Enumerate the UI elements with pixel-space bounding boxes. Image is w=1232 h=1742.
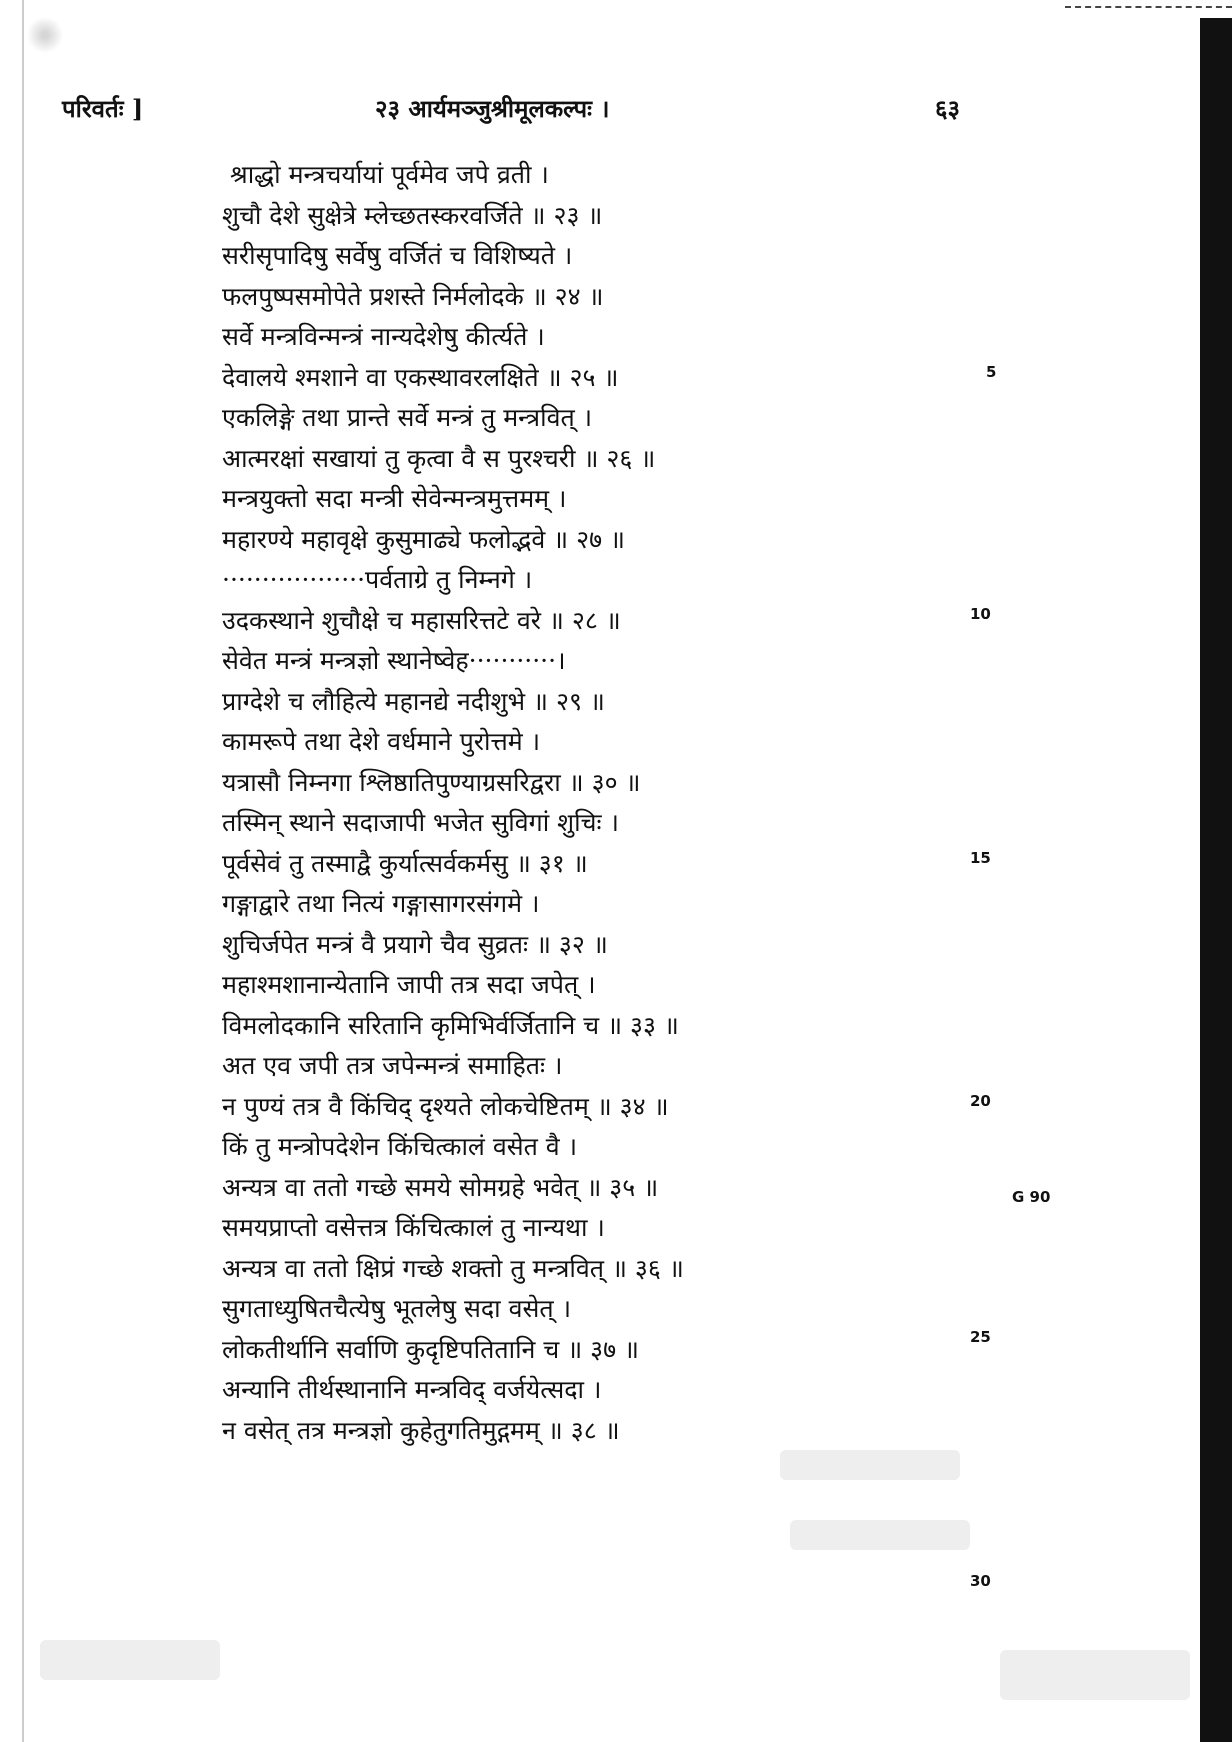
verse-line: प्राग्देशे च लौहित्ये महानद्ये नदीशुभे ॥ २९ ॥ (222, 686, 605, 716)
header-title: २३ आर्यमञ्जुश्रीमूलकल्पः । (375, 94, 610, 123)
verse-line: श्राद्धो मन्त्रचर्यायां पूर्वमेव जपे व्रती । (230, 160, 549, 189)
verse-line: पूर्वसेवं तु तस्माद्वै कुर्यात्सर्वकर्मसु ॥ ३१ ॥ (222, 848, 588, 878)
verse-line: शुचौ देशे सुक्षेत्रे म्लेच्छतस्करवर्जिते ॥ २३ ॥ (222, 200, 603, 230)
verse-line: फलपुष्पसमोपेते प्रशस्ते निर्मलोदके ॥ २४ ॥ (222, 281, 604, 311)
page-header (0, 92, 1232, 132)
scan-binding-shadow (1200, 18, 1232, 1742)
verse-line: सर्वे मन्त्रविन्मन्त्रं नान्यदेशेषु कीर्त्यते । (222, 322, 545, 351)
verse-line: तस्मिन् स्थाने सदाजापी भजेत सुविगां शुचिः । (222, 808, 619, 837)
verse-line: अन्यत्र वा ततो गच्छे समये सोमग्रहे भवेत् ॥ ३५ ॥ (222, 1172, 659, 1202)
verse-line: अन्यानि तीर्थस्थानानि मन्त्रविद् वर्जयेत्सदा । (222, 1375, 602, 1404)
verse-list (222, 155, 982, 1451)
line-number-marker: 20 (970, 1092, 991, 1110)
verse-line: विमलोदकानि सरितानि कृमिभिर्वर्जितानि च ॥ ३३ ॥ (222, 1010, 679, 1040)
line-number-marker: 15 (970, 849, 991, 867)
verse-line: देवालये श्मशाने वा एकस्थावरलक्षिते ॥ २५ ॥ (222, 362, 619, 392)
verse-line: अन्यत्र वा ततो क्षिप्रं गच्छे शक्तो तु मन्त्रवित् ॥ ३६ ॥ (222, 1253, 684, 1283)
verse-line: एकलिङ्गे तथा प्रान्ते सर्वे मन्त्रं तु मन्त्रवित् । (222, 403, 593, 432)
page-left-edge (22, 0, 24, 1742)
manuscript-reference-marker: G 90 (1012, 1188, 1051, 1206)
verse-line: महारण्ये महावृक्षे कुसुमाढ्ये फलोद्भवे ॥ २७ ॥ (222, 524, 626, 554)
verse-line: अत एव जपी तत्र जपेन्मन्त्रं समाहितः । (222, 1051, 563, 1080)
verse-line: महाश्मशानान्येतानि जापी तत्र सदा जपेत् । (222, 970, 596, 999)
verse-line: लोकतीर्थानि सर्वाणि कुदृष्टिपतितानि च ॥ ३७ ॥ (222, 1334, 640, 1364)
verse-line: ··················पर्वताग्रे तु निम्नगे । (222, 565, 533, 594)
page-number: ६३ (935, 94, 960, 123)
verse-line: शुचिर्जपेत मन्त्रं वै प्रयागे चैव सुव्रतः ॥ ३२ ॥ (222, 929, 608, 959)
line-number-marker: 10 (970, 605, 991, 623)
scan-smudge (790, 1520, 970, 1550)
scan-smudge (780, 1450, 960, 1480)
verse-line: यत्रासौ निम्नगा श्लिष्ठातिपुण्याग्रसरिद्वरा ॥ ३० ॥ (222, 767, 641, 797)
verse-line: न वसेत् तत्र मन्त्रज्ञो कुहेतुगतिमुद्गमम् ॥ ३८ ॥ (222, 1415, 620, 1445)
line-number-marker: 5 (986, 363, 997, 381)
verse-line: सुगताध्युषितचैत्येषु भूतलेषु सदा वसेत् । (222, 1294, 572, 1323)
verse-line: किं तु मन्त्रोपदेशेन किंचित्कालं वसेत वै । (222, 1132, 578, 1161)
scan-speck (28, 10, 62, 60)
verse-line: कामरूपे तथा देशे वर्धमाने पुरोत्तमे । (222, 727, 541, 756)
verse-line: आत्मरक्षां सखायां तु कृत्वा वै स पुरश्चरी ॥ २६ ॥ (222, 443, 656, 473)
verse-line: उदकस्थाने शुचौक्षे च महासरित्तटे वरे ॥ २८ ॥ (222, 605, 621, 635)
header-section-label: परिवर्तः ] (62, 94, 144, 123)
verse-line: मन्त्रयुक्तो सदा मन्त्री सेवेन्मन्त्रमुत्तमम् । (222, 484, 567, 513)
top-dashed-rule (1065, 0, 1232, 8)
scan-smudge (40, 1640, 220, 1680)
line-number-marker: 30 (970, 1572, 991, 1590)
verse-line: गङ्गाद्वारे तथा नित्यं गङ्गासागरसंगमे । (222, 889, 540, 918)
verse-line: समयप्राप्तो वसेत्तत्र किंचित्कालं तु नान्यथा । (222, 1213, 605, 1242)
verse-line: सेवेत मन्त्रं मन्त्रज्ञो स्थानेष्वेह···········। (222, 646, 566, 675)
verse-line: न पुण्यं तत्र वै किंचिद् दृश्यते लोकचेष्टितम् ॥ ३४ ॥ (222, 1091, 669, 1121)
scan-smudge (1000, 1650, 1190, 1700)
line-number-marker: 25 (970, 1328, 991, 1346)
verse-line: सरीसृपादिषु सर्वेषु वर्जितं च विशिष्यते । (222, 241, 573, 270)
